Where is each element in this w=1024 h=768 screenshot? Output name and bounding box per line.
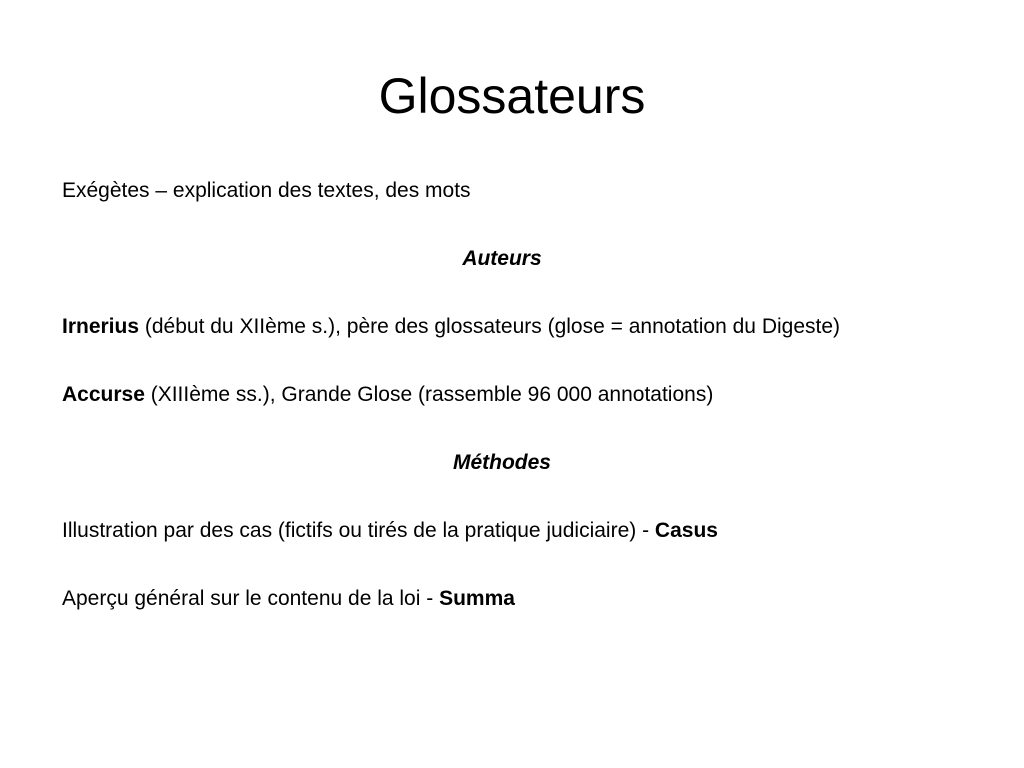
irnerius-text: (début du XIIème s.), père des glossateurs (glose = annotation du Digeste) (139, 315, 841, 338)
accurse-text: (XIIIème ss.), Grande Glose (rassemble 96 000 annotations) (144, 383, 714, 406)
slide-title: Glossateurs (378, 68, 646, 124)
accurse-line (62, 382, 942, 408)
methodes-heading: Méthodes (452, 451, 551, 474)
auteurs-heading: Auteurs (462, 247, 542, 270)
casus-line (62, 518, 942, 544)
casus-text: Illustration par des cas (fictifs ou tirés de la pratique judiciaire) - (62, 519, 655, 542)
summa-text: Aperçu général sur le contenu de la loi - (62, 587, 440, 610)
slide-body (62, 178, 942, 654)
accurse-name: Accurse (62, 383, 145, 406)
exegetes-line (62, 178, 942, 204)
summa-line (62, 586, 942, 612)
exegetes-text: Exégètes – explication des textes, des mots (62, 179, 471, 202)
summa-term: Summa (439, 587, 515, 610)
irnerius-line (62, 314, 942, 340)
casus-term: Casus (654, 519, 718, 542)
irnerius-name: Irnerius (62, 315, 140, 338)
